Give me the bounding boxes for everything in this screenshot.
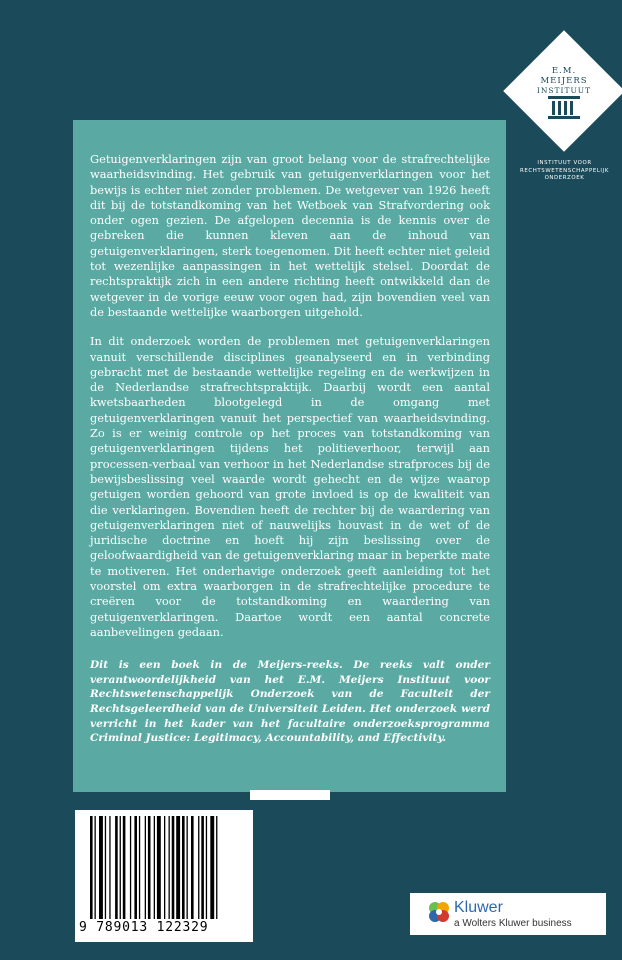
isbn-number: 9 789013 122329: [79, 920, 209, 935]
body-text: [90, 152, 490, 760]
logo-line3: INSTITUUT: [536, 86, 592, 95]
series-note: Dit is een boek in de Meijers-reeks. De reeks valt onder verantwoordelijkheid van het E.M. Meijers Instituut voor Rechtswetenschappelijk Onderzoek van de Faculteit der Rechtsgeleerdheid van de Universiteit Leiden. Het onderzoek werd verricht in het kader van het facultaire onderzoeksprogramma Criminal Justice: Legitimacy, Accountability, and Effectivity.: [90, 659, 490, 745]
barcode-icon: [90, 816, 250, 919]
panel-tab: [250, 790, 330, 800]
logo-line1: E.M.: [551, 66, 577, 76]
kluwer-flower-icon: [428, 901, 450, 923]
logo-line2: MEIJERS: [540, 76, 588, 86]
institute-caption: INSTITUUT VOOR RECHTSWETENSCHAPPELIJK ONDERZOEK: [520, 160, 609, 181]
paragraph-1: Getuigenverklaringen zijn van groot belang voor de strafrechtelijke waarheidsvinding. Het gebruik van getuigenverklaringen voor het bewijs is echter niet zonder problemen. De wetgever van 1926 heeft dit bij de totstandkoming van het Wetboek van Strafvordering ook onder ogen gezien. De afgelopen decennia is de kennis over de gebreken die kunnen kleven aan de inhoud van getuigenverklaringen, sterk toegenomen. Dit heeft echter niet geleid tot wezenlijke aanpassingen in het wettelijk stelsel. Doordat de rechtspraktijk zich in een andere richting heeft ontwikkeld dan de wetgever in de vorige eeuw voor ogen had, zijn bovendien veel van de bestaande wettelijke waarborgen uitgehold.: [90, 152, 490, 319]
publisher-name: Kluwer: [454, 899, 503, 916]
column-icon: [544, 95, 584, 121]
publisher-tagline: a Wolters Kluwer business: [454, 918, 572, 929]
paragraph-2: In dit onderzoek worden de problemen met getuigenverklaringen vanuit verschillende disciplines geanalyseerd en in verbinding gebracht met de bestaande wettelijke regeling en de werkwijzen in de Nederlandse strafrechtspraktijk. Daarbij wordt een aantal kwetsbaarheden blootgelegd in de omgang met getuigenverklaringen vanuit het perspectief van waarheidsvinding. Zo is er weinig controle op het proces van totstandkoming van getuigenverklaringen tijdens het politieverhoor, terwijl aan processen-verbaal van verhoor in het Nederlandse strafproces bij de bewijsbeslissing veel waarde wordt gehecht en de wijze waarop getuigen worden gehoord van grote invloed is op de kwaliteit van die verklaringen. Bovendien heeft de rechter bij de waardering van getuigenverklaringen niet of nauwelijks houvast in de wet of de juridische doctrine en hoeft hij zijn beslissing over de geloofwaardigheid van de getuigenverklaring maar in beperkte mate te motiveren. Het onderhavige onderzoek geeft aanleiding tot het voorstel om extra waarborgen in de strafrechtelijke procedure te creëren voor de totstandkoming en waardering van getuigenverklaringen. Daartoe wordt een aantal concrete aanbevelingen gedaan.: [90, 334, 490, 639]
institute-logo: [520, 60, 608, 130]
